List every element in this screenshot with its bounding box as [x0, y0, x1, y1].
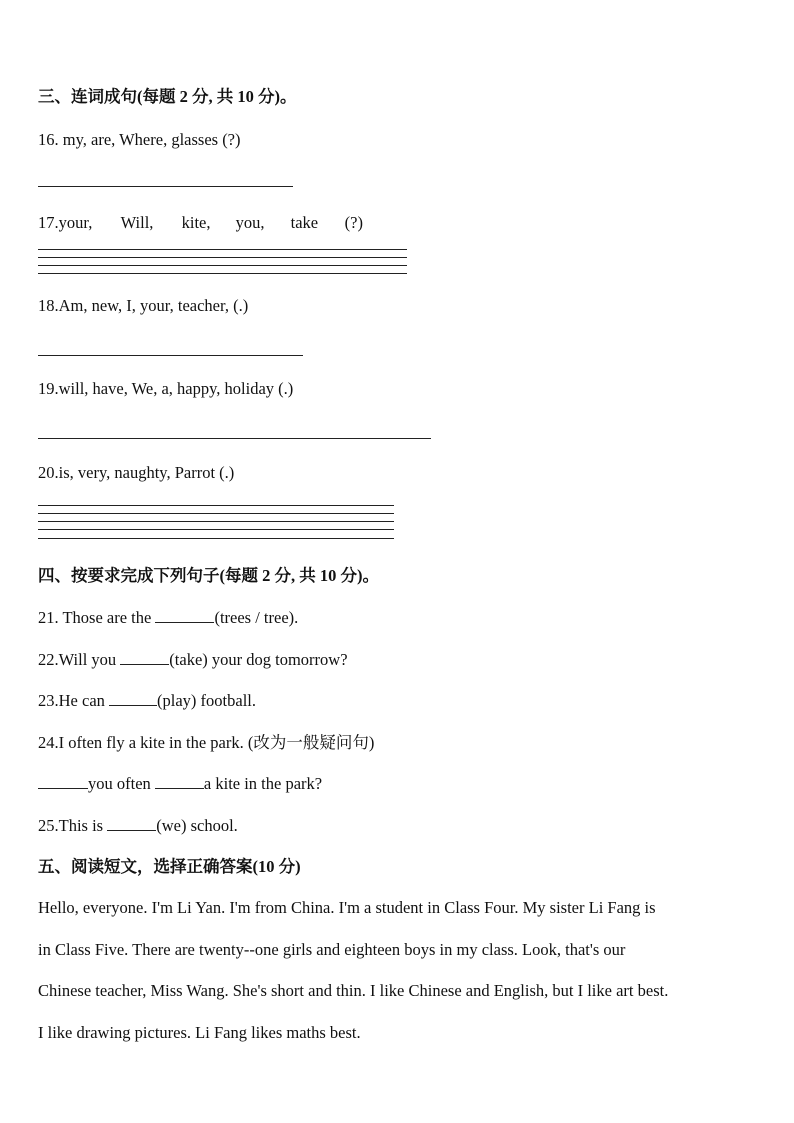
question-24-answer — [38, 774, 322, 794]
answer-line-17[interactable] — [38, 257, 407, 258]
answer-line-18[interactable] — [38, 355, 303, 356]
section5-heading: 五、阅读短文，选择正确答案(10 分) — [38, 857, 301, 876]
q17-word: your, — [58, 213, 93, 232]
q17-word: kite, — [181, 213, 211, 232]
answer-line-20[interactable] — [38, 521, 394, 522]
answer-line-20[interactable] — [38, 505, 394, 506]
passage-line: Chinese teacher, Miss Wang. She's short and thin. I like Chinese and English, but I like art best. — [38, 981, 669, 1000]
answer-line-20[interactable] — [38, 513, 394, 514]
q24b-text: a kite in the park? — [203, 774, 323, 793]
question-19: 19.will, have, We, a, happy, holiday (.) — [38, 379, 294, 398]
question-23 — [38, 691, 256, 711]
q21-text: (trees / tree). — [214, 608, 299, 627]
reading-passage — [38, 887, 668, 1053]
answer-line-20[interactable] — [38, 529, 394, 530]
question-25 — [38, 816, 238, 836]
answer-line-17[interactable] — [38, 265, 407, 266]
answer-line-17[interactable] — [38, 249, 407, 250]
q24b-text: you often — [88, 774, 155, 793]
fill-blank-23[interactable] — [109, 691, 157, 706]
answer-line-20[interactable] — [38, 538, 394, 539]
answer-line-16[interactable] — [38, 186, 293, 187]
section4-heading: 四、按要求完成下列句子(每题 2 分, 共 10 分)。 — [38, 566, 379, 585]
q22-text: 22.Will you — [38, 650, 121, 669]
section3-heading: 三、连词成句(每题 2 分, 共 10 分)。 — [38, 87, 297, 106]
question-16: 16. my, are, Where, glasses (?) — [38, 130, 241, 149]
q17-word: Will, — [120, 213, 154, 232]
q17-word: you, — [235, 213, 265, 232]
fill-blank-21[interactable] — [155, 608, 214, 623]
question-18: 18.Am, new, I, your, teacher, (.) — [38, 296, 249, 315]
question-24: 24.I often fly a kite in the park. (改为一般疑问句) — [38, 733, 375, 752]
q25-text: 25.This is — [38, 816, 108, 835]
answer-line-19[interactable] — [38, 438, 431, 439]
q21-text: 21. Those are the — [38, 608, 156, 627]
q25-text: (we) school. — [156, 816, 238, 835]
fill-blank-25[interactable] — [107, 816, 156, 831]
answer-line-17[interactable] — [38, 273, 407, 274]
fill-blank-24a[interactable] — [38, 774, 88, 789]
q17-word: take — [290, 213, 319, 232]
passage-line: in Class Five. There are twenty--one girls and eighteen boys in my class. Look, that's our — [38, 939, 626, 959]
question-17 — [38, 213, 363, 233]
q23-text: 23.He can — [38, 691, 110, 710]
passage-line: I like drawing pictures. Li Fang likes maths best. — [38, 1022, 361, 1042]
q23-text: (play) football. — [157, 691, 256, 710]
fill-blank-24b[interactable] — [155, 774, 204, 789]
question-21 — [38, 608, 298, 628]
q22-text: (take) your dog tomorrow? — [169, 650, 348, 669]
passage-line: Hello, everyone. I'm Li Yan. I'm from China. I'm a student in Class Four. My sister Li Fang is — [38, 898, 656, 917]
question-20: 20.is, very, naughty, Parrot (.) — [38, 463, 235, 482]
question-22 — [38, 650, 348, 670]
q17-word: (?) — [344, 213, 363, 232]
q17-number: 17. — [38, 213, 59, 232]
fill-blank-22[interactable] — [120, 650, 169, 665]
